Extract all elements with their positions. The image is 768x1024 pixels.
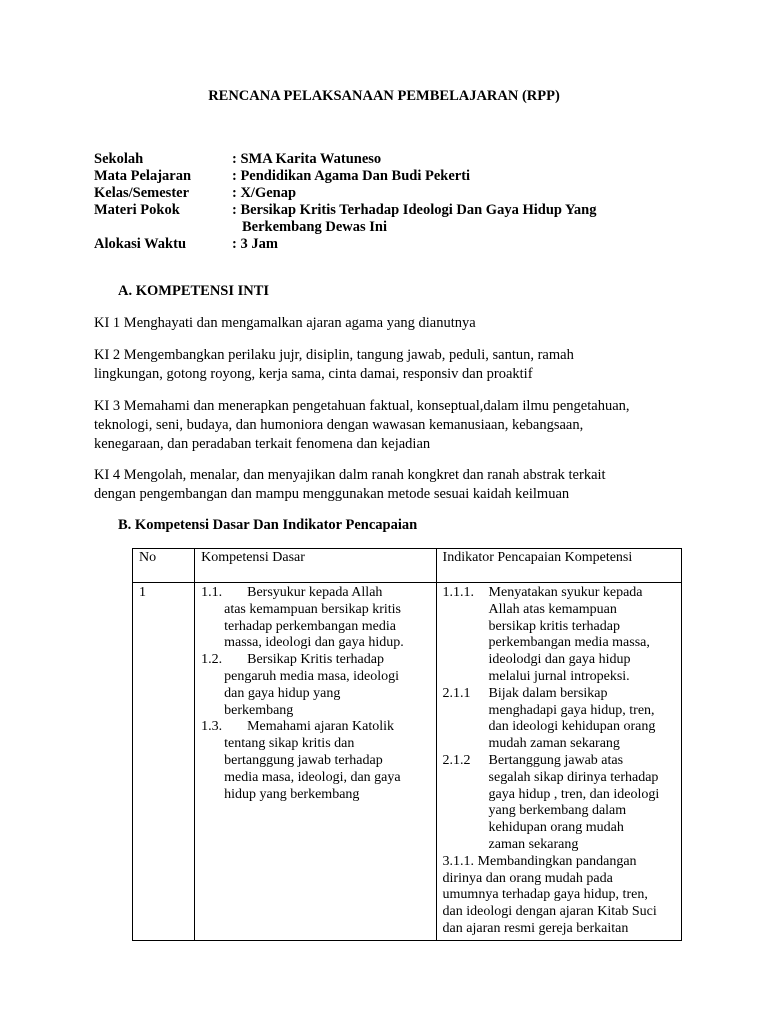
paragraph-line: KI 2 Mengembangkan perilaku jujr, disiplin, tangung jawab, peduli, santun, ramah: [94, 347, 574, 363]
header-indikator: Indikator Pencapaian Kompetensi: [436, 549, 681, 583]
ipk-line: Bertanggung jawab atas: [488, 752, 624, 768]
kd-line: bertanggung jawab terhadap: [224, 752, 383, 768]
paragraph-line: dengan pengembangan dan mampu menggunakan metode sesuai kaidah keilmuan: [94, 486, 570, 502]
identity-label: Kelas/Semester: [94, 185, 190, 201]
paragraph-line: KI 4 Mengolah, menalar, dan menyajikan dalm ranah kongkret dan ranah abstrak terkait: [94, 467, 606, 483]
ipk-line: umumnya terhadap gaya hidup, tren,: [442, 887, 648, 903]
kd-text: [224, 652, 429, 719]
paragraph-line: kenegaraan, dan peradaban terkait fenomena dan kejadian: [94, 436, 431, 452]
ki-4-paragraph: [94, 466, 674, 504]
paragraph-line: KI 3 Memahami dan menerapkan pengetahuan faktual, konseptual,dalam ilmu pengetahuan,: [94, 398, 630, 414]
ipk-line: dan ideologi dengan ajaran Kitab Suci: [442, 904, 657, 920]
ipk-line: dan ideologi kehidupan orang: [488, 719, 656, 735]
kd-line: tentang sikap kritis dan: [224, 736, 355, 752]
paragraph-line: KI 1 Menghayati dan mengamalkan ajaran agama yang dianutnya: [94, 315, 476, 331]
kd-line: media masa, ideologi, dan gaya: [224, 769, 401, 785]
kd-line: pengaruh media masa, ideologi: [224, 668, 400, 684]
ki-3-paragraph: [94, 397, 674, 454]
section-b-heading: B. Kompetensi Dasar Dan Indikator Pencapaian: [118, 517, 418, 533]
ipk-item: [443, 753, 675, 854]
kd-number: 1.2.: [201, 652, 223, 668]
kd-item: [201, 719, 429, 803]
kd-line: Memahami ajaran Katolik: [247, 719, 395, 735]
kd-line: terhadap perkembangan media: [224, 618, 396, 634]
document-title: RENCANA PELAKSANAAN PEMBELAJARAN (RPP): [208, 88, 560, 104]
ipk-line: Menyatakan syukur kepada: [488, 585, 643, 600]
identity-row-time: [94, 236, 674, 253]
kd-line: Bersyukur kepada Allah: [247, 585, 383, 600]
cell-no: 1: [133, 583, 195, 941]
ipk-line: melalui jurnal intropeksi.: [488, 668, 630, 684]
ipk-line: Bijak dalam bersikap: [488, 685, 608, 701]
kd-number: 1.1.: [201, 585, 223, 600]
kd-text: [224, 719, 429, 803]
ipk-line: menghadapi gaya hidup, tren,: [488, 702, 655, 718]
identity-row-topic: [94, 202, 674, 236]
kd-line: Bersikap Kritis terhadap: [247, 652, 384, 668]
identity-label: Sekolah: [94, 151, 144, 167]
ipk-line: segalah sikap dirinya terhadap: [488, 769, 659, 785]
ipk-line: mudah zaman sekarang: [488, 736, 620, 752]
header-no: No: [133, 549, 195, 583]
ipk-number: 1.1.1.: [442, 585, 475, 600]
ipk-item-3-1-1: [443, 854, 675, 938]
cell-indikator: [436, 583, 681, 941]
ipk-line: yang berkembang dalam: [488, 803, 627, 819]
identity-row-class: [94, 185, 674, 202]
ipk-text: [489, 753, 675, 854]
ipk-text: [489, 585, 675, 686]
ipk-number: 2.1.2: [442, 752, 471, 768]
kd-number: 1.3.: [201, 719, 223, 735]
ipk-item: [443, 585, 675, 686]
ipk-number: 2.1.1: [442, 685, 471, 701]
identity-label: Alokasi Waktu: [94, 236, 187, 252]
ipk-line: bersikap kritis terhadap: [488, 618, 620, 634]
ipk-line: dirinya dan orang mudah pada: [442, 870, 613, 886]
paragraph-line: teknologi, seni, budaya, dan humoniora dengan wawasan kemanusiaan, kebangsaan,: [94, 417, 584, 433]
competency-table: [132, 548, 682, 941]
ipk-line: ideolodgi dan gaya hidup: [488, 652, 631, 668]
kd-line: hidup yang berkembang: [224, 786, 360, 802]
identity-row-school: [94, 151, 674, 168]
table-row: [133, 583, 682, 941]
table-header-row: [133, 549, 682, 583]
ipk-line: perkembangan media massa,: [488, 635, 650, 651]
identity-value-continuation: Berkembang Dewas Ini: [242, 219, 388, 235]
identity-block: [94, 151, 674, 253]
identity-value: : Bersikap Kritis Terhadap Ideologi Dan Gaya Hidup Yang: [232, 202, 597, 218]
ipk-item: [443, 686, 675, 753]
identity-value: : 3 Jam: [232, 236, 278, 252]
kd-line: berkembang: [224, 702, 294, 718]
ipk-text: [489, 686, 675, 753]
cell-kompetensi-dasar: [195, 583, 436, 941]
ki-2-paragraph: [94, 346, 674, 384]
kd-item: [201, 585, 429, 652]
paragraph-line: lingkungan, gotong royong, kerja sama, cinta damai, responsiv dan proaktif: [94, 366, 533, 382]
ipk-line: 3.1.1. Membandingkan pandangan: [442, 853, 637, 869]
header-kompetensi-dasar: Kompetensi Dasar: [195, 549, 436, 583]
ipk-line: zaman sekarang: [488, 836, 579, 852]
ki-1-paragraph: [94, 314, 674, 333]
kd-line: atas kemampuan bersikap kritis: [224, 601, 402, 617]
identity-value: : Pendidikan Agama Dan Budi Pekerti: [232, 168, 471, 184]
identity-value: : X/Genap: [232, 185, 297, 201]
identity-label: Mata Pelajaran: [94, 168, 192, 184]
ipk-line: Allah atas kemampuan: [488, 601, 617, 617]
identity-value: : SMA Karita Watuneso: [232, 151, 382, 167]
identity-value-multiline: [232, 202, 674, 236]
kd-item: [201, 652, 429, 719]
ipk-line: gaya hidup , tren, dan ideologi: [488, 786, 660, 802]
kd-text: [224, 585, 429, 652]
identity-row-subject: [94, 168, 674, 185]
identity-label: Materi Pokok: [94, 202, 180, 218]
ipk-line: kehidupan orang mudah: [488, 820, 624, 836]
section-a-heading: A. KOMPETENSI INTI: [118, 283, 270, 299]
kd-line: dan gaya hidup yang: [224, 685, 341, 701]
ipk-line: dan ajaran resmi gereja berkaitan: [442, 920, 629, 936]
kd-line: massa, ideologi dan gaya hidup.: [224, 635, 404, 651]
